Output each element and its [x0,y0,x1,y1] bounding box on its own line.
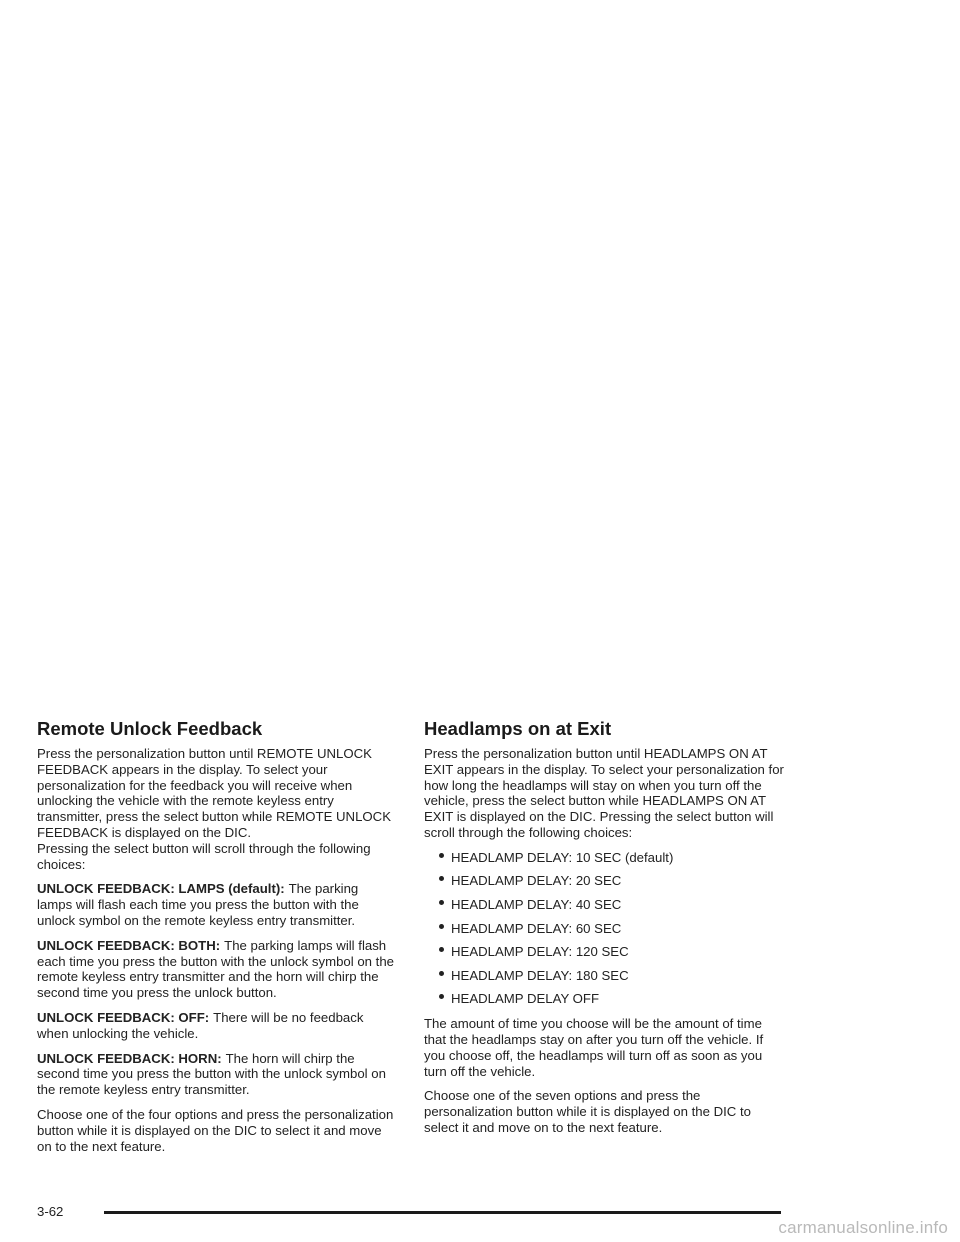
watermark: carmanualsonline.info [778,1218,948,1237]
option-lamps-term: UNLOCK FEEDBACK: LAMPS (default): [37,881,285,897]
headlamps-paragraph-2: The amount of time you choose will be the amount of time that the headlamps stay on after you turn off the vehicle. If you choose off, the headlamps will turn off as soon as you turn off the vehicle. [424,1016,764,1079]
headlamps-intro: Press the personalization button until HEADLAMPS ON AT EXIT appears in the display. To select your personalization for how long the headlamps will stay on when you turn off the vehicle, press the select button while HEADLAMPS ON AT EXIT is displayed on the DIC. Pressing the select button will scroll through the following choices: [424,746,784,840]
headlamps-closing: Choose one of the seven options and press the personalization button while it is displayed on the DIC to select it and move on to the next feature. [424,1088,751,1135]
option-both [37,938,397,1001]
list-item: HEADLAMP DELAY: 20 SEC [424,873,784,889]
list-item: HEADLAMP DELAY: 180 SEC [424,968,784,984]
right-column [424,718,784,1145]
remote-unlock-intro: Press the personalization button until REMOTE UNLOCK FEEDBACK appears in the display. To select your personalization for the feedback you will receive when unlocking the vehicle with the remote keyless entry transmitter, press the select button while REMOTE UNLOCK FEEDBACK is displayed on the DIC. [37,746,391,840]
option-off [37,1010,397,1042]
headlamp-choices-list [424,850,784,1007]
option-horn-term: UNLOCK FEEDBACK: HORN: [37,1050,222,1066]
list-item: HEADLAMP DELAY: 60 SEC [424,921,784,937]
option-off-term: UNLOCK FEEDBACK: OFF: [37,1009,210,1025]
footer-divider [104,1211,781,1214]
remote-unlock-closing: Choose one of the four options and press the personalization button while it is displayed on the DIC to select it and move on to the next feature. [37,1106,394,1154]
left-column [37,718,397,1163]
list-item: HEADLAMP DELAY: 10 SEC (default) [424,850,784,866]
option-lamps [37,881,397,928]
option-lamps-text: The parking lamps will flash each time you press the button with the unlock symbol on the remote keyless entry transmitter. [37,881,359,928]
option-off-text: There will be no feedback when unlocking the vehicle. [37,1009,364,1041]
page-number: 3-62 [37,1204,64,1219]
option-horn-text: The horn will chirp the second time you press the button with the unlock symbol on the remote keyless entry transmitter. [37,1050,386,1098]
option-horn [37,1051,397,1098]
option-both-term: UNLOCK FEEDBACK: BOTH: [37,937,221,953]
section-title-remote-unlock-feedback: Remote Unlock Feedback [37,718,263,739]
option-both-text: The parking lamps will flash each time you press the button with the unlock symbol on the remote keyless entry transmitter and the horn will chirp the second time you press the unlock button. [37,937,394,1001]
list-item: HEADLAMP DELAY OFF [424,991,784,1007]
section-title-headlamps-on-at-exit: Headlamps on at Exit [424,718,612,739]
list-item: HEADLAMP DELAY: 40 SEC [424,897,784,913]
remote-unlock-intro-2: Pressing the select button will scroll through the following choices: [37,840,371,872]
list-item: HEADLAMP DELAY: 120 SEC [424,944,784,960]
